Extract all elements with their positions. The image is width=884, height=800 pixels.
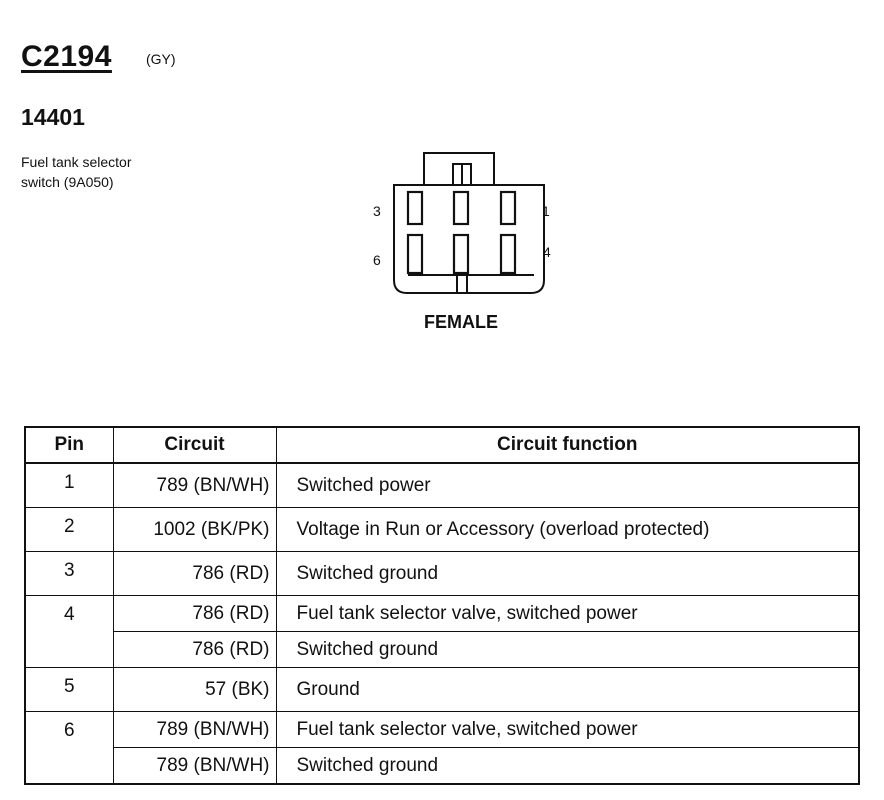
table-row: [25, 552, 859, 596]
header-circuit: Circuit: [113, 427, 276, 463]
table-row: [25, 463, 859, 508]
connector-color: (GY): [146, 51, 176, 67]
function-cell: Fuel tank selector valve, switched power: [276, 596, 859, 632]
table-header-row: [25, 427, 859, 463]
table-row: [25, 632, 859, 668]
circuit-cell: 786 (RD): [113, 596, 276, 632]
description-line-1: Fuel tank selector: [21, 154, 132, 170]
pin-cell: 1: [25, 463, 113, 508]
pin-label-4: 4: [543, 244, 551, 260]
circuit-cell: 786 (RD): [113, 552, 276, 596]
function-cell: Fuel tank selector valve, switched power: [276, 712, 859, 748]
component-description: [21, 152, 221, 192]
pin-table: [24, 426, 860, 785]
table-row: [25, 712, 859, 748]
function-cell: Voltage in Run or Accessory (overload protected): [276, 508, 859, 552]
function-cell: Switched ground: [276, 632, 859, 668]
table-row: [25, 596, 859, 632]
description-line-2: switch (9A050): [21, 174, 114, 190]
table-row: [25, 508, 859, 552]
function-cell: Ground: [276, 668, 859, 712]
circuit-cell: 1002 (BK/PK): [113, 508, 276, 552]
table-row: [25, 748, 859, 785]
circuit-cell: 789 (BN/WH): [113, 463, 276, 508]
pin-cell: 2: [25, 508, 113, 552]
part-number: 14401: [21, 104, 85, 130]
circuit-cell: 789 (BN/WH): [113, 748, 276, 785]
header-pin: Pin: [25, 427, 113, 463]
pin-cell: 5: [25, 668, 113, 712]
pin-label-3: 3: [373, 203, 381, 219]
circuit-cell: 57 (BK): [113, 668, 276, 712]
function-cell: Switched ground: [276, 552, 859, 596]
circuit-cell: 786 (RD): [113, 632, 276, 668]
connector-outline-icon: [360, 150, 580, 310]
pin-label-1: 1: [542, 203, 550, 219]
pin-cell: 6: [25, 712, 113, 785]
connector-id: C2194: [21, 40, 112, 73]
pin-label-6: 6: [373, 252, 381, 268]
connector-gender: FEMALE: [424, 312, 498, 332]
table-row: [25, 668, 859, 712]
circuit-cell: 789 (BN/WH): [113, 712, 276, 748]
function-cell: Switched power: [276, 463, 859, 508]
function-cell: Switched ground: [276, 748, 859, 785]
pin-cell: 3: [25, 552, 113, 596]
pin-cell: 4: [25, 596, 113, 668]
header-function: Circuit function: [276, 427, 859, 463]
connector-face-diagram: [360, 150, 580, 310]
